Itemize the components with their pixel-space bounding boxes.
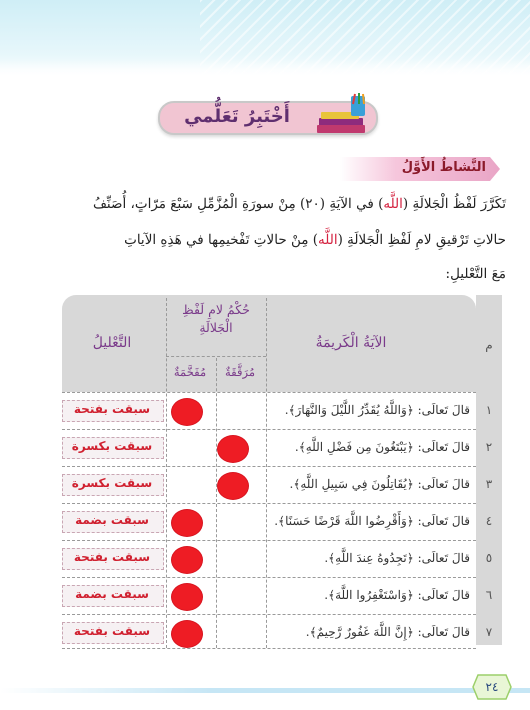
intro-line-1: [26, 196, 506, 212]
row-number: ٧: [485, 625, 493, 639]
verse-text: قالَ تَعالَى: ﴿وَأَقْرِضُوا اللَّهَ قَرْضًا حَسَنًا﴾.: [274, 514, 470, 528]
header-banner: [0, 0, 530, 78]
lesson-title: أَخْتَبِرُ تَعَلُّمي: [184, 106, 290, 127]
intro-line-2: [26, 232, 506, 248]
reason-text: سبقت بفتحة: [73, 550, 151, 564]
grid-line: [62, 648, 476, 649]
mark-mufakhkhama-dot: [172, 510, 202, 536]
grid-line: [62, 392, 476, 393]
row-number: ٦: [485, 588, 493, 602]
grid-line: [62, 577, 476, 578]
intro-line2-start: حالاتِ تَرْقيقِ لامِ لَفْظِ الْجَلالَةِ (: [337, 232, 506, 248]
row-number: ٥: [485, 551, 493, 565]
mark-mufakhkhama-dot: [172, 399, 202, 425]
intro-line-3: مَعَ التَّعْليلِ:: [445, 266, 506, 282]
reason-text: سبقت بكسرة: [71, 439, 153, 453]
reason-text: سبقت بفتحة: [73, 402, 151, 416]
intro-line1-start: تَكَرَّرَ لَفْظُ الْجَلالَةِ (: [402, 196, 506, 212]
grid-line: [166, 356, 266, 357]
mark-moraqqaqa-dot: [218, 473, 248, 499]
mark-mufakhkhama-dot: [172, 547, 202, 573]
books-icon: [315, 92, 373, 136]
verse-text: قالَ تَعالَى: ﴿تَجِدُوهُ عِندَ اللَّهِ﴾.: [324, 551, 470, 565]
allah-word: اللَّه: [318, 232, 338, 248]
header-reason: التَّعْليلُ: [92, 335, 132, 351]
intro-line2-end: ) مِنْ حالاتِ تَفْخيمِها في هَذِهِ الآياتِ: [124, 232, 319, 248]
table-header: [62, 295, 476, 392]
row-number: ٤: [485, 514, 493, 528]
row-number: ٢: [485, 440, 493, 454]
reason-text: سبقت بكسرة: [71, 476, 153, 490]
header-verse: الآيَةُ الْكَريمَةُ: [315, 335, 387, 351]
grid-line: [62, 503, 476, 504]
reason-text: سبقت بضمة: [75, 587, 149, 601]
mark-mufakhkhama-dot: [172, 584, 202, 610]
grid-line: [62, 540, 476, 541]
header-number: م: [485, 338, 493, 352]
banner-fade: [0, 60, 530, 78]
grid-line: [62, 466, 476, 467]
footer-bar: [0, 688, 530, 693]
header-mufakhkhama: مُفَخَّمَةٌ: [173, 365, 207, 379]
intro-line1-end: ) في الآيَةِ (٢٠) مِنْ سورَةِ الْمُزَّمِّلِ سَبْعَ مَرّاتٍ، أُصَنِّفُ: [92, 196, 384, 212]
reason-text: سبقت بضمة: [75, 513, 149, 527]
activity-title: النَّشاطُ الأَوَّلُ: [401, 160, 486, 175]
mark-mufakhkhama-dot: [172, 621, 202, 647]
row-number: ١: [485, 403, 493, 417]
grid-line: [62, 614, 476, 615]
header-rule: حُكْمُ لامِ لَفْظِ الْجَلالَةِ: [182, 302, 250, 335]
page-number: ٢٤: [485, 680, 499, 694]
reason-text: سبقت بفتحة: [73, 624, 151, 638]
verse-text: قالَ تَعالَى: ﴿يَبْتَغُونَ مِن فَضْلِ اللَّهِ﴾.: [294, 440, 470, 454]
header-moraqqaqa: مُرَقَّقَةٌ: [225, 365, 255, 379]
allah-word: اللَّه: [383, 196, 403, 212]
activity-tag: [340, 157, 500, 181]
verse-text: قالَ تَعالَى: ﴿وَاللَّهُ يُقَدِّرُ اللَّيْلَ وَالنَّهَارَ﴾.: [284, 403, 470, 417]
verse-text: قالَ تَعالَى: ﴿إِنَّ اللَّهَ غَفُورٌ رَّحِيمٌ﴾.: [305, 625, 470, 639]
grid-line: [62, 429, 476, 430]
verse-text: قالَ تَعالَى: ﴿يُقَاتِلُونَ فِي سَبِيلِ اللَّهِ﴾.: [289, 477, 470, 491]
grid-line: [166, 298, 167, 648]
row-number: ٣: [485, 477, 493, 491]
mark-moraqqaqa-dot: [218, 436, 248, 462]
verse-text: قالَ تَعالَى: ﴿وَاسْتَغْفِرُوا اللَّهَ﴾.: [324, 588, 470, 602]
